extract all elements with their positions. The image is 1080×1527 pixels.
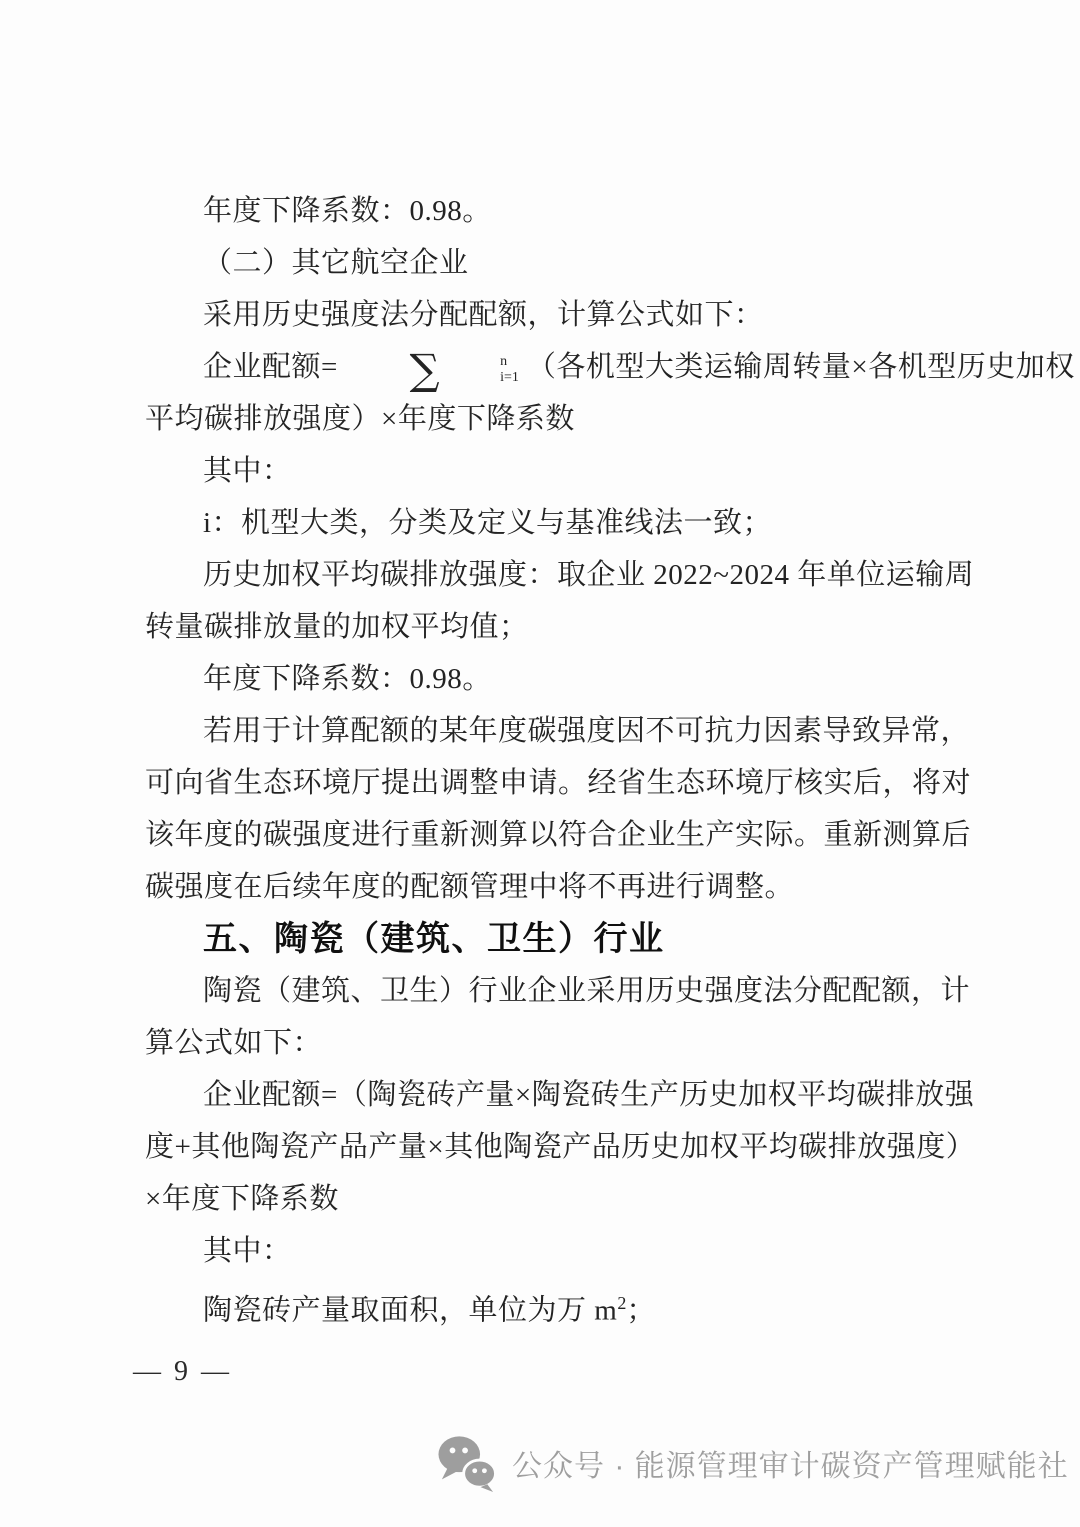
- text-line-annual-factor-1: 年度下降系数：0.98。: [203, 195, 492, 227]
- sigma-upper-limit: n: [500, 353, 508, 369]
- text-line-among-2: 其中：: [203, 1235, 292, 1267]
- formula-ceramic-line-2: 度+其他陶瓷产品产量×其他陶瓷产品历史加权平均碳排放强度）: [145, 1131, 976, 1163]
- text-line-force-majeure-2: 可向省生态环境厅提出调整申请。经省生态环境厅核实后，将对: [145, 767, 972, 799]
- sigma-lower-limit: i=1: [500, 370, 519, 385]
- sigma-symbol: ∑: [409, 345, 441, 394]
- formula-ceramic-line-1: 企业配额=（陶瓷砖产量×陶瓷砖生产历史加权平均碳排放强: [203, 1079, 975, 1111]
- text-line-tile-area-unit: [145, 1277, 967, 1329]
- sigma-limits: [442, 354, 519, 386]
- wechat-icon: [436, 1434, 498, 1492]
- tile-line-prefix: 陶瓷砖产量取面积，单位为万 m: [203, 1294, 618, 1327]
- text-line-annual-factor-2: 年度下降系数：0.98。: [203, 663, 492, 695]
- document-body: [145, 185, 1075, 1329]
- text-line-ceramic-intro-1: 陶瓷（建筑、卫生）行业企业采用历史强度法分配配额，计: [203, 975, 971, 1007]
- text-line-section-2-heading: （二）其它航空企业: [203, 247, 469, 279]
- text-line-method-intro: 采用历史强度法分配配额，计算公式如下：: [203, 299, 764, 331]
- section-5-heading: 五、陶瓷（建筑、卫生）行业: [203, 920, 665, 958]
- text-line-among-1: 其中：: [203, 455, 292, 487]
- page-number: — 9 —: [133, 1356, 232, 1387]
- text-line-force-majeure-1: 若用于计算配额的某年度碳强度因不可抗力因素导致异常，: [203, 715, 971, 747]
- text-line-force-majeure-3: 该年度的碳强度进行重新测算以符合企业生产实际。重新测算后: [145, 819, 972, 851]
- formula-aviation-wrap-line: 平均碳排放强度）×年度下降系数: [145, 403, 575, 435]
- text-line-ceramic-intro-2: 算公式如下：: [145, 1027, 323, 1059]
- formula-aviation-line: [145, 341, 1075, 394]
- watermark: [436, 1434, 1069, 1492]
- text-line-historical-intensity-1: 历史加权平均碳排放强度：取企业 2022~2024 年单位运输周: [203, 559, 975, 591]
- superscript-2: 2: [617, 1293, 627, 1313]
- formula-suffix: （各机型大类运输周转量×各机型历史加权: [526, 351, 1075, 383]
- formula-prefix: 企业配额=: [203, 351, 346, 383]
- text-line-historical-intensity-2: 转量碳排放量的加权平均值；: [145, 611, 529, 643]
- text-line-i-definition: i：机型大类，分类及定义与基准线法一致；: [203, 507, 773, 539]
- text-line-force-majeure-4: 碳强度在后续年度的配额管理中将不再进行调整。: [145, 871, 795, 903]
- formula-ceramic-line-3: ×年度下降系数: [145, 1183, 339, 1215]
- watermark-text: 公众号 · 能源管理审计碳资产管理赋能社: [512, 1450, 1069, 1483]
- tile-line-suffix: ；: [626, 1294, 656, 1327]
- summation-icon: [352, 345, 519, 394]
